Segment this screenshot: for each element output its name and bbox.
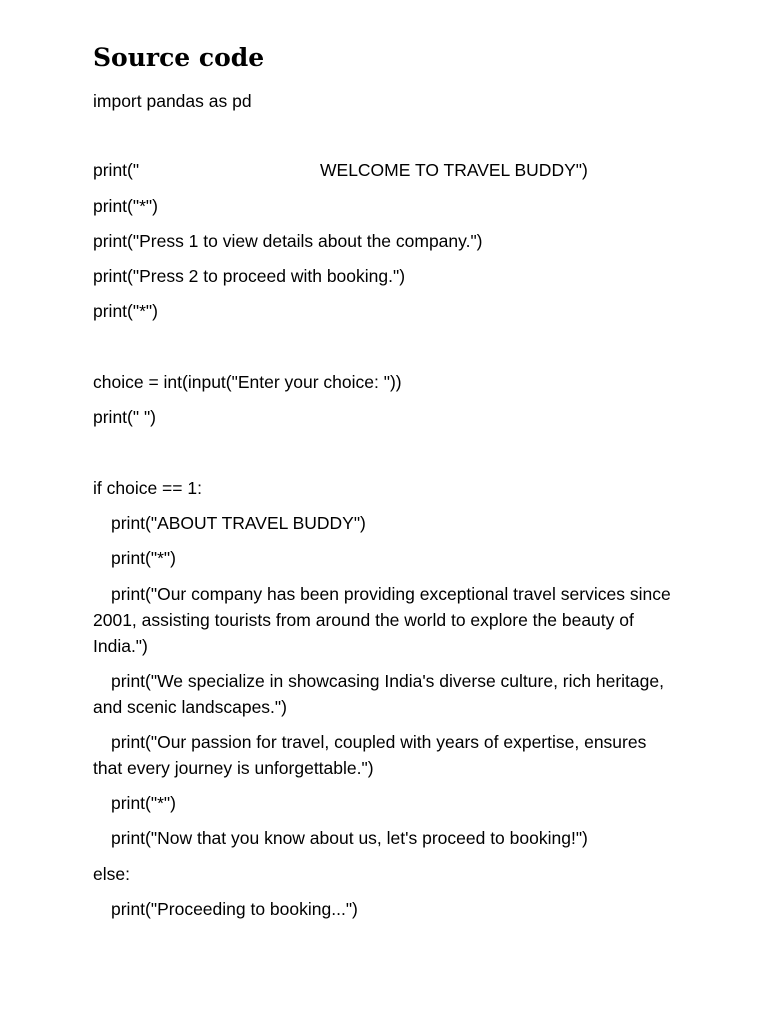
code-line-print-blank: print(" ") (93, 407, 156, 427)
code-line-star-4: print("*") (111, 793, 176, 813)
code-line-star-1: print("*") (93, 196, 158, 216)
code-line-company-history: print("Our company has been providing exceptional travel services since 2001, assisting tourists from around the world to explore the beauty of India.") (93, 584, 671, 656)
code-line-choice-input: choice = int(input("Enter your choice: ")) (93, 372, 402, 392)
code-line-else: else: (93, 864, 130, 884)
code-line-welcome-text: WELCOME TO TRAVEL BUDDY") (320, 160, 588, 180)
code-line-proceeding: print("Proceeding to booking...") (111, 899, 358, 919)
code-line-specialize: print("We specialize in showcasing India's diverse culture, rich heritage, and scenic landscapes.") (93, 671, 664, 717)
code-line-press-1: print("Press 1 to view details about the company.") (93, 231, 483, 251)
code-line-import: import pandas as pd (93, 91, 252, 111)
code-line-star-3: print("*") (111, 548, 176, 568)
code-line-press-2: print("Press 2 to proceed with booking.") (93, 266, 406, 286)
code-line-about: print("ABOUT TRAVEL BUDDY") (111, 513, 366, 533)
code-line-welcome-open: print(" (93, 160, 140, 180)
code-line-if-choice: if choice == 1: (93, 478, 202, 498)
code-line-passion: print("Our passion for travel, coupled with years of expertise, ensures that every journey is unforgettable.") (93, 732, 647, 778)
page-title: Source code (93, 43, 265, 72)
code-line-welcome (93, 157, 588, 183)
code-line-proceed-prompt: print("Now that you know about us, let's proceed to booking!") (111, 828, 588, 848)
code-line-star-2: print("*") (93, 301, 158, 321)
